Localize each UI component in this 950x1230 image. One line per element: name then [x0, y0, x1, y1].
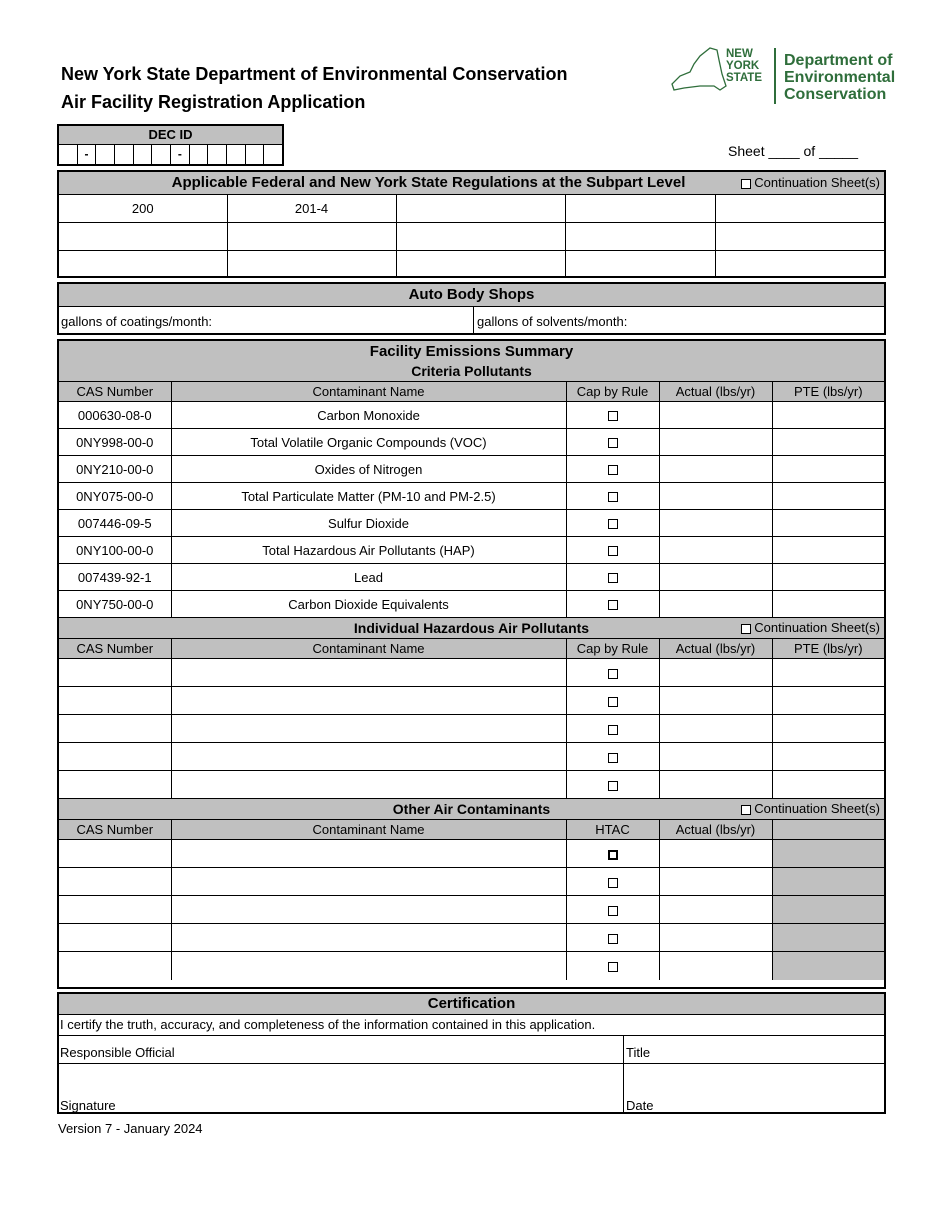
- table-row: [59, 510, 884, 537]
- pte-input[interactable]: [772, 771, 884, 799]
- table-row: [59, 687, 884, 715]
- cap-by-rule-checkbox[interactable]: [608, 492, 618, 502]
- cap-by-rule-checkbox[interactable]: [608, 600, 618, 610]
- table-row: [59, 924, 884, 952]
- continuation-checkbox[interactable]: [741, 805, 751, 815]
- name-input[interactable]: [171, 896, 566, 924]
- logo-dept-text: Department of Environmental Conservation: [784, 52, 896, 103]
- actual-input[interactable]: [659, 896, 772, 924]
- reg-cell[interactable]: [59, 223, 227, 251]
- pte-input[interactable]: [772, 402, 884, 429]
- table-row: [59, 537, 884, 564]
- actual-input[interactable]: [659, 743, 772, 771]
- col-name: Contaminant Name: [171, 639, 566, 659]
- cas-number: 0NY750-00-0: [59, 591, 171, 618]
- htac-checkbox[interactable]: [608, 962, 618, 972]
- regulations-title: Applicable Federal and New York State Regulations at the Subpart Level: [171, 174, 686, 191]
- table-row: [59, 456, 884, 483]
- form-header: [61, 60, 567, 116]
- cap-by-rule-checkbox[interactable]: [608, 725, 618, 735]
- reg-cell[interactable]: [565, 195, 715, 223]
- actual-input[interactable]: [659, 402, 772, 429]
- logo-divider: [774, 48, 776, 104]
- cas-input[interactable]: [59, 924, 171, 952]
- certification-title: Certification: [59, 994, 884, 1015]
- solvents-field[interactable]: [474, 307, 884, 334]
- nys-dec-logo: [670, 44, 902, 110]
- dec-id-slot[interactable]: [152, 145, 171, 165]
- name-input[interactable]: [171, 687, 566, 715]
- cas-number: 0NY100-00-0: [59, 537, 171, 564]
- agency-name: New York State Department of Environmental Conservation: [61, 64, 568, 84]
- cas-number: 007446-09-5: [59, 510, 171, 537]
- sheet-counter[interactable]: Sheet ____ of _____: [728, 143, 859, 159]
- table-row: [59, 251, 884, 279]
- regulations-grid: [59, 195, 884, 278]
- name-input[interactable]: [171, 771, 566, 799]
- cas-number: 0NY075-00-0: [59, 483, 171, 510]
- reg-cell[interactable]: [715, 251, 884, 279]
- continuation-checkbox[interactable]: [741, 624, 751, 634]
- table-row: [59, 564, 884, 591]
- reg-cell[interactable]: [227, 251, 396, 279]
- criteria-column-headers: [59, 382, 884, 402]
- pte-input[interactable]: [772, 510, 884, 537]
- disabled-cell: [772, 896, 884, 924]
- htac-checkbox[interactable]: [608, 934, 618, 944]
- contaminant-name: Oxides of Nitrogen: [171, 456, 566, 483]
- col-htac: HTAC: [566, 820, 659, 840]
- cas-input[interactable]: [59, 743, 171, 771]
- reg-cell[interactable]: [396, 251, 565, 279]
- continuation-label: Continuation Sheet(s): [754, 620, 880, 635]
- cap-by-rule-checkbox[interactable]: [608, 546, 618, 556]
- name-input[interactable]: [171, 868, 566, 896]
- actual-input[interactable]: [659, 715, 772, 743]
- emissions-section: [57, 339, 886, 989]
- cas-input[interactable]: [59, 952, 171, 980]
- date-label: Date: [626, 1098, 654, 1113]
- col-name: Contaminant Name: [171, 382, 566, 402]
- dec-id-slot[interactable]: [227, 145, 246, 165]
- dec-id-label: DEC ID: [59, 126, 282, 145]
- table-row: [59, 952, 884, 980]
- responsible-official-label: Responsible Official: [60, 1045, 175, 1060]
- pte-input[interactable]: [772, 715, 884, 743]
- table-row: [59, 896, 884, 924]
- date-field[interactable]: [624, 1064, 884, 1114]
- coatings-field[interactable]: [59, 307, 474, 334]
- dec-id-slot[interactable]: [264, 145, 282, 165]
- criteria-title: Criteria Pollutants: [59, 361, 884, 382]
- form-title: Air Facility Registration Application: [61, 92, 366, 112]
- emissions-title: Facility Emissions Summary: [59, 341, 884, 361]
- name-input[interactable]: [171, 924, 566, 952]
- dec-id-slot[interactable]: [134, 145, 153, 165]
- title-label: Title: [626, 1045, 651, 1060]
- hap-title-row: [59, 618, 884, 639]
- reg-cell[interactable]: [396, 195, 565, 223]
- col-actual: Actual (lbs/yr): [659, 820, 772, 840]
- dec-id-slot[interactable]: [190, 145, 209, 165]
- disabled-cell: [772, 924, 884, 952]
- table-row: [59, 743, 884, 771]
- logo-state-text: NEW YORK STATE: [726, 48, 762, 84]
- col-cap: Cap by Rule: [566, 382, 659, 402]
- htac-checkbox[interactable]: [608, 878, 618, 888]
- table-row: [59, 771, 884, 799]
- cap-by-rule-checkbox[interactable]: [608, 697, 618, 707]
- col-cas: CAS Number: [59, 639, 171, 659]
- regulations-continuation[interactable]: [741, 172, 880, 193]
- signature-field[interactable]: [59, 1064, 624, 1114]
- actual-input[interactable]: [659, 564, 772, 591]
- actual-input[interactable]: [659, 483, 772, 510]
- table-row: [59, 659, 884, 687]
- reg-cell[interactable]: [565, 223, 715, 251]
- version-footer: Version 7 - January 2024: [58, 1121, 203, 1136]
- col-actual: Actual (lbs/yr): [659, 639, 772, 659]
- name-input[interactable]: [171, 743, 566, 771]
- dec-id-slot[interactable]: [96, 145, 115, 165]
- col-actual: Actual (lbs/yr): [659, 382, 772, 402]
- cas-input[interactable]: [59, 896, 171, 924]
- actual-input[interactable]: [659, 771, 772, 799]
- actual-input[interactable]: [659, 952, 772, 980]
- cap-by-rule-checkbox[interactable]: [608, 573, 618, 583]
- cas-number: 007439-92-1: [59, 564, 171, 591]
- hap-continuation[interactable]: [741, 620, 880, 635]
- col-pte: PTE (lbs/yr): [772, 639, 884, 659]
- htac-checkbox[interactable]: [608, 850, 618, 860]
- hap-title: Individual Hazardous Air Pollutants: [353, 620, 590, 636]
- contaminant-name: Carbon Monoxide: [171, 402, 566, 429]
- contaminant-name: Sulfur Dioxide: [171, 510, 566, 537]
- dec-id-slot[interactable]: [246, 145, 265, 165]
- cap-by-rule-checkbox[interactable]: [608, 753, 618, 763]
- cas-number: 000630-08-0: [59, 402, 171, 429]
- other-title: Other Air Contaminants: [392, 801, 551, 817]
- contaminant-name: Carbon Dioxide Equivalents: [171, 591, 566, 618]
- dec-id-slot[interactable]: [59, 145, 78, 165]
- dec-id-slot[interactable]: [208, 145, 227, 165]
- pte-input[interactable]: [772, 537, 884, 564]
- actual-input[interactable]: [659, 591, 772, 618]
- name-input[interactable]: [171, 715, 566, 743]
- dec-id-box: [57, 124, 284, 166]
- cas-number: 0NY998-00-0: [59, 429, 171, 456]
- cas-input[interactable]: [59, 868, 171, 896]
- certification-section: [57, 992, 886, 1114]
- reg-cell[interactable]: [227, 223, 396, 251]
- actual-input[interactable]: [659, 840, 772, 868]
- dec-id-slot: -: [78, 145, 97, 165]
- coatings-label: gallons of coatings/month:: [61, 314, 213, 329]
- responsible-official-field[interactable]: [59, 1036, 624, 1063]
- disabled-cell: [772, 840, 884, 868]
- actual-input[interactable]: [659, 429, 772, 456]
- cap-by-rule-checkbox[interactable]: [608, 669, 618, 679]
- pte-input[interactable]: [772, 687, 884, 715]
- reg-cell[interactable]: [715, 223, 884, 251]
- emissions-title-row: [59, 341, 884, 361]
- cap-by-rule-checkbox[interactable]: [608, 519, 618, 529]
- cas-input[interactable]: [59, 715, 171, 743]
- table-row: [59, 840, 884, 868]
- pte-input[interactable]: [772, 659, 884, 687]
- pte-input[interactable]: [772, 429, 884, 456]
- cas-input[interactable]: [59, 659, 171, 687]
- cap-by-rule-checkbox[interactable]: [608, 465, 618, 475]
- col-cas: CAS Number: [59, 820, 171, 840]
- reg-cell[interactable]: [59, 251, 227, 279]
- cas-number: 0NY210-00-0: [59, 456, 171, 483]
- contaminant-name: Total Particulate Matter (PM-10 and PM-2.5): [171, 483, 566, 510]
- col-cas: CAS Number: [59, 382, 171, 402]
- pte-input[interactable]: [772, 591, 884, 618]
- col-cap: Cap by Rule: [566, 639, 659, 659]
- continuation-checkbox[interactable]: [741, 179, 751, 189]
- table-row: [59, 868, 884, 896]
- table-row: [59, 402, 884, 429]
- table-row: [59, 715, 884, 743]
- cas-input[interactable]: [59, 771, 171, 799]
- cap-by-rule-checkbox[interactable]: [608, 411, 618, 421]
- pte-input[interactable]: [772, 483, 884, 510]
- pte-input[interactable]: [772, 456, 884, 483]
- reg-cell[interactable]: [396, 223, 565, 251]
- htac-checkbox[interactable]: [608, 906, 618, 916]
- col-name: Contaminant Name: [171, 820, 566, 840]
- other-title-row: [59, 799, 884, 820]
- table-row: [59, 429, 884, 456]
- dec-id-slot[interactable]: [115, 145, 134, 165]
- cap-by-rule-checkbox[interactable]: [608, 781, 618, 791]
- cap-by-rule-checkbox[interactable]: [608, 438, 618, 448]
- actual-input[interactable]: [659, 924, 772, 952]
- dec-id-slot: -: [171, 145, 190, 165]
- reg-cell[interactable]: 201-4: [227, 195, 396, 223]
- actual-input[interactable]: [659, 456, 772, 483]
- disabled-cell: [772, 868, 884, 896]
- pte-input[interactable]: [772, 743, 884, 771]
- reg-cell[interactable]: [565, 251, 715, 279]
- auto-body-title: Auto Body Shops: [59, 284, 884, 307]
- actual-input[interactable]: [659, 510, 772, 537]
- col-blank: [772, 820, 884, 840]
- emissions-table: [59, 341, 884, 980]
- table-row: [59, 223, 884, 251]
- contaminant-name: Total Hazardous Air Pollutants (HAP): [171, 537, 566, 564]
- auto-body-section: [57, 282, 886, 335]
- cas-input[interactable]: [59, 687, 171, 715]
- table-row: [59, 483, 884, 510]
- other-column-headers: [59, 820, 884, 840]
- signature-label: Signature: [60, 1098, 116, 1113]
- dec-id-digits[interactable]: [59, 145, 282, 165]
- actual-input[interactable]: [659, 868, 772, 896]
- other-continuation[interactable]: [741, 801, 880, 816]
- contaminant-name: Total Volatile Organic Compounds (VOC): [171, 429, 566, 456]
- reg-cell[interactable]: [715, 195, 884, 223]
- table-row: [59, 591, 884, 618]
- pte-input[interactable]: [772, 564, 884, 591]
- name-input[interactable]: [171, 952, 566, 980]
- actual-input[interactable]: [659, 687, 772, 715]
- continuation-label: Continuation Sheet(s): [754, 175, 880, 190]
- solvents-label: gallons of solvents/month:: [477, 314, 628, 329]
- hap-column-headers: [59, 639, 884, 659]
- title-field[interactable]: [624, 1036, 884, 1063]
- certification-statement: I certify the truth, accuracy, and completeness of the information contained in this application.: [59, 1015, 884, 1036]
- reg-cell[interactable]: 200: [59, 195, 227, 223]
- disabled-cell: [772, 952, 884, 980]
- table-row: [59, 195, 884, 223]
- actual-input[interactable]: [659, 537, 772, 564]
- criteria-title-row: [59, 361, 884, 382]
- contaminant-name: Lead: [171, 564, 566, 591]
- continuation-label: Continuation Sheet(s): [754, 801, 880, 816]
- col-pte: PTE (lbs/yr): [772, 382, 884, 402]
- name-input[interactable]: [171, 840, 566, 868]
- name-input[interactable]: [171, 659, 566, 687]
- cas-input[interactable]: [59, 840, 171, 868]
- actual-input[interactable]: [659, 659, 772, 687]
- regulations-header: [59, 172, 884, 195]
- new-york-state-outline-icon: [670, 46, 730, 96]
- regulations-section: [57, 170, 886, 278]
